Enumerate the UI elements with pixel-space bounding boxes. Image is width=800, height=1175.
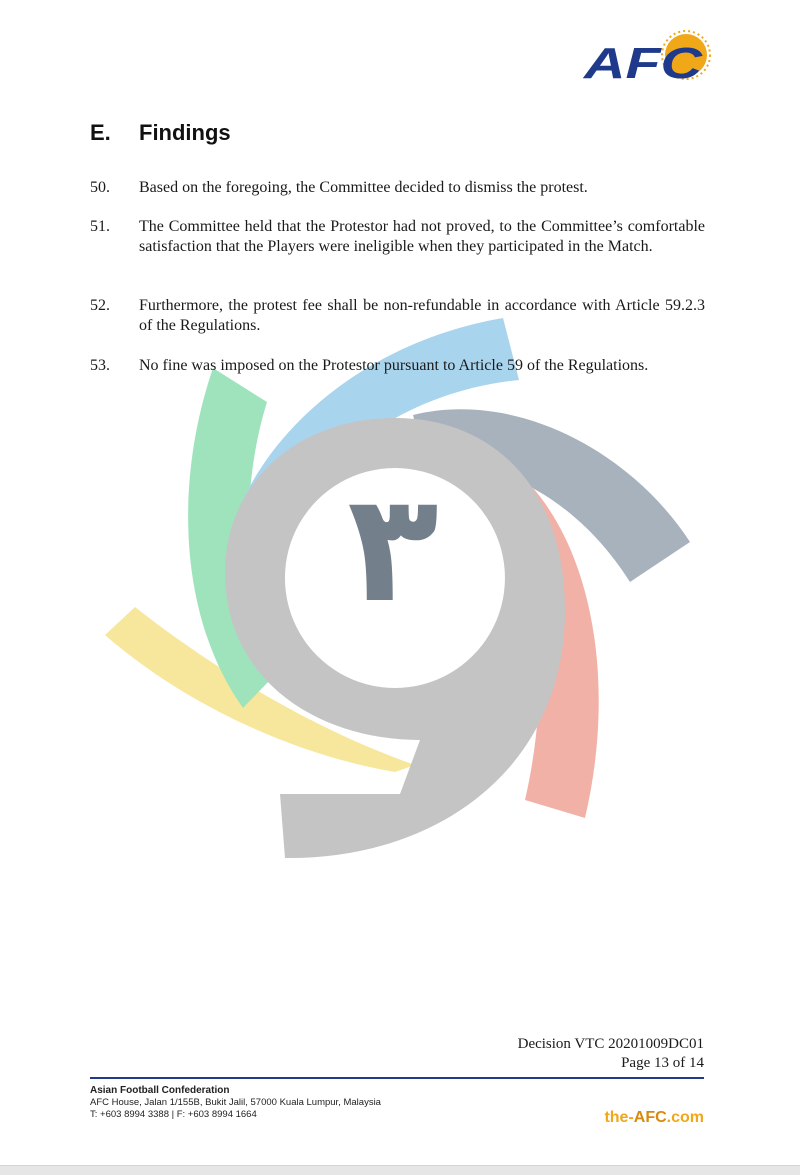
watermark-emblem [95, 310, 695, 870]
section-heading [90, 120, 231, 146]
paragraph-number: 53. [90, 357, 110, 374]
afc-logo [582, 28, 716, 86]
organization-name: Asian Football Confederation [90, 1085, 230, 1096]
footer-organization [90, 1085, 381, 1121]
paragraph-number: 51. [90, 218, 110, 235]
website-link[interactable] [604, 1109, 704, 1127]
paragraph-text: Furthermore, the protest fee shall be non-refundable in accordance with Article 59.2.3 of the Regulations. [139, 297, 705, 334]
paragraph-51 [90, 217, 705, 257]
section-title: Findings [139, 120, 231, 145]
footer-divider [90, 1077, 704, 1079]
section-number: E. [90, 120, 111, 145]
paragraph-50 [90, 178, 705, 198]
viewer-bottom-bar [0, 1165, 800, 1175]
paragraph-number: 52. [90, 297, 110, 314]
logo-text: AFC [582, 39, 704, 86]
organization-address: AFC House, Jalan 1/155B, Bukit Jalil, 57000 Kuala Lumpur, Malaysia [90, 1097, 381, 1108]
paragraph-number: 50. [90, 179, 110, 196]
page-number: Page 13 of 14 [621, 1055, 704, 1071]
website-suffix: .com [666, 1109, 704, 1126]
decision-reference: Decision VTC 20201009DC01 [517, 1036, 704, 1052]
paragraph-text: Based on the foregoing, the Committee decided to dismiss the protest. [139, 179, 588, 196]
paragraph-text: The Committee held that the Protestor had not proved, to the Committee’s comfortable satisfaction that the Players were ineligible when they participated in the Match. [139, 218, 705, 255]
paragraph-52 [90, 296, 705, 336]
website-prefix: the- [604, 1109, 634, 1126]
watermark-glyph: ٣ [347, 462, 439, 636]
footer-reference [518, 1035, 704, 1073]
paragraph-text: No fine was imposed on the Protestor pursuant to Article 59 of the Regulations. [139, 357, 649, 374]
paragraph-53 [90, 356, 705, 376]
organization-contact: T: +603 8994 3388 | F: +603 8994 1664 [90, 1109, 257, 1120]
website-brand: AFC [633, 1109, 667, 1126]
